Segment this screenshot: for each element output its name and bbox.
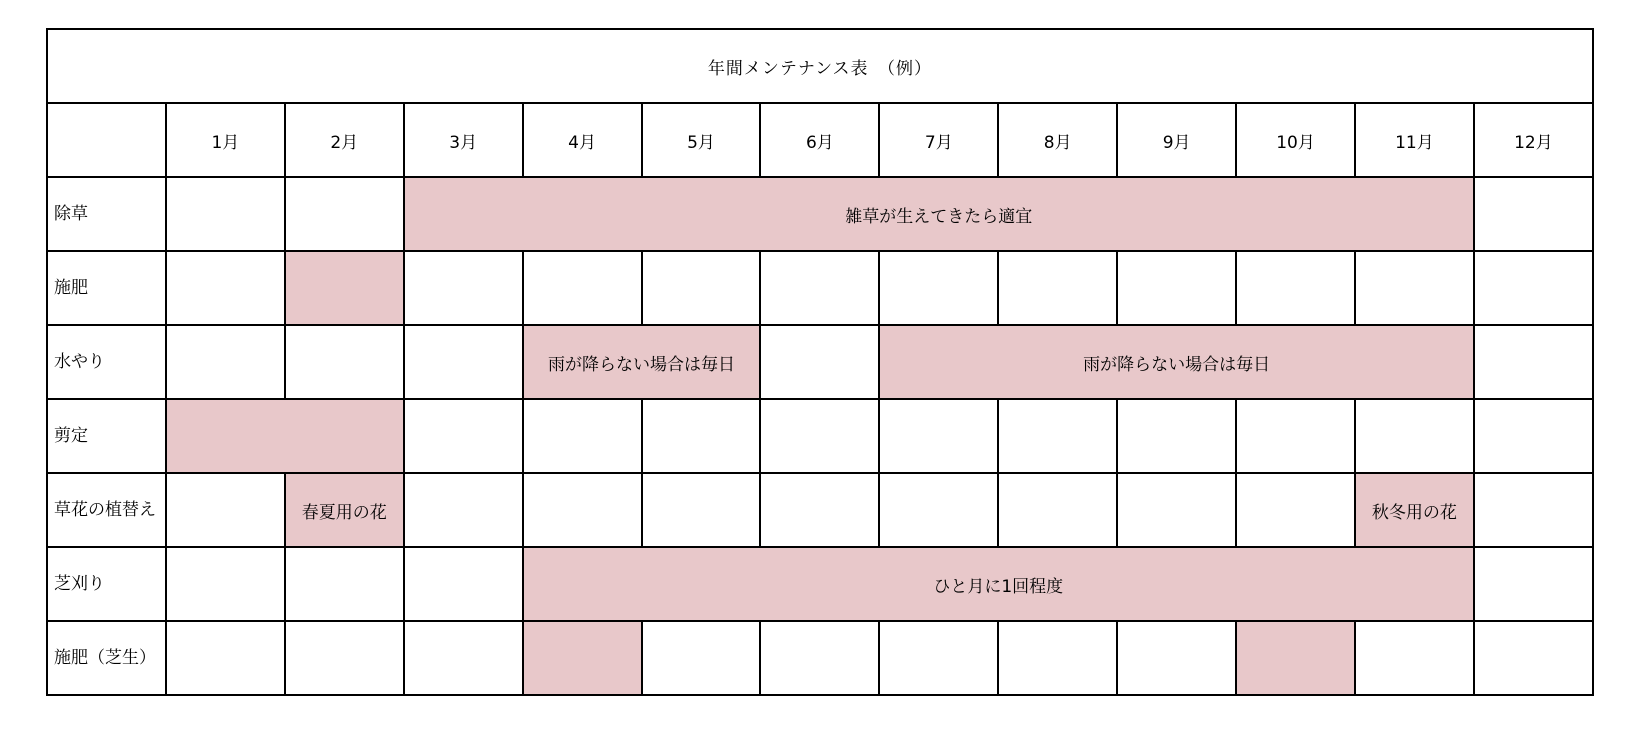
empty-month-cell xyxy=(642,251,761,325)
empty-month-cell xyxy=(1474,621,1593,695)
month-header: 12月 xyxy=(1474,103,1593,177)
table-row xyxy=(47,547,1593,621)
empty-month-cell xyxy=(523,251,642,325)
empty-month-cell xyxy=(1474,177,1593,251)
empty-month-cell xyxy=(1355,621,1474,695)
task-period-cell: 雨が降らない場合は毎日 xyxy=(879,325,1474,399)
empty-month-cell xyxy=(166,177,285,251)
empty-month-cell xyxy=(879,473,998,547)
empty-month-cell xyxy=(166,547,285,621)
task-period-cell: 雑草が生えてきたら適宜 xyxy=(404,177,1474,251)
empty-month-cell xyxy=(998,399,1117,473)
table-row xyxy=(47,399,1593,473)
task-period-cell xyxy=(1236,621,1355,695)
empty-month-cell xyxy=(1474,399,1593,473)
month-header: 5月 xyxy=(642,103,761,177)
row-label: 草花の植替え xyxy=(47,473,166,547)
empty-month-cell xyxy=(760,251,879,325)
table-row xyxy=(47,473,1593,547)
month-header-row xyxy=(47,103,1593,177)
maintenance-table xyxy=(46,28,1594,696)
task-rows xyxy=(47,177,1593,695)
empty-month-cell xyxy=(404,473,523,547)
empty-month-cell xyxy=(1117,621,1236,695)
table-row xyxy=(47,177,1593,251)
empty-month-cell xyxy=(1355,399,1474,473)
empty-month-cell xyxy=(879,399,998,473)
empty-month-cell xyxy=(1355,251,1474,325)
empty-month-cell xyxy=(642,473,761,547)
task-period-cell: 秋冬用の花 xyxy=(1355,473,1474,547)
empty-month-cell xyxy=(1474,325,1593,399)
empty-month-cell xyxy=(1117,251,1236,325)
row-label: 施肥（芝生） xyxy=(47,621,166,695)
empty-month-cell xyxy=(1474,251,1593,325)
empty-month-cell xyxy=(998,251,1117,325)
month-header: 2月 xyxy=(285,103,404,177)
empty-month-cell xyxy=(998,473,1117,547)
empty-month-cell xyxy=(760,621,879,695)
month-header: 4月 xyxy=(523,103,642,177)
title-row xyxy=(47,29,1593,103)
month-header: 3月 xyxy=(404,103,523,177)
empty-month-cell xyxy=(1236,473,1355,547)
table-row xyxy=(47,325,1593,399)
empty-month-cell xyxy=(1474,473,1593,547)
table-row xyxy=(47,621,1593,695)
table-row xyxy=(47,251,1593,325)
task-period-cell xyxy=(285,251,404,325)
month-header: 10月 xyxy=(1236,103,1355,177)
task-period-cell xyxy=(166,399,404,473)
task-period-cell xyxy=(523,621,642,695)
empty-month-cell xyxy=(404,621,523,695)
table-title: 年間メンテナンス表 （例） xyxy=(47,29,1593,103)
empty-month-cell xyxy=(998,621,1117,695)
month-header: 7月 xyxy=(879,103,998,177)
empty-month-cell xyxy=(404,547,523,621)
month-header: 8月 xyxy=(998,103,1117,177)
task-period-cell: 春夏用の花 xyxy=(285,473,404,547)
empty-month-cell xyxy=(166,325,285,399)
empty-month-cell xyxy=(1117,399,1236,473)
empty-month-cell xyxy=(1117,473,1236,547)
empty-month-cell xyxy=(166,621,285,695)
empty-month-cell xyxy=(642,399,761,473)
empty-month-cell xyxy=(642,621,761,695)
month-header: 6月 xyxy=(760,103,879,177)
empty-month-cell xyxy=(879,251,998,325)
corner-cell xyxy=(47,103,166,177)
empty-month-cell xyxy=(166,473,285,547)
empty-month-cell xyxy=(285,325,404,399)
empty-month-cell xyxy=(760,473,879,547)
empty-month-cell xyxy=(285,621,404,695)
empty-month-cell xyxy=(1236,399,1355,473)
empty-month-cell xyxy=(760,325,879,399)
empty-month-cell xyxy=(285,547,404,621)
month-header: 9月 xyxy=(1117,103,1236,177)
task-period-cell: 雨が降らない場合は毎日 xyxy=(523,325,761,399)
empty-month-cell xyxy=(879,621,998,695)
row-label: 施肥 xyxy=(47,251,166,325)
empty-month-cell xyxy=(166,251,285,325)
row-label: 剪定 xyxy=(47,399,166,473)
month-header: 11月 xyxy=(1355,103,1474,177)
empty-month-cell xyxy=(760,399,879,473)
month-header: 1月 xyxy=(166,103,285,177)
empty-month-cell xyxy=(404,399,523,473)
row-label: 水やり xyxy=(47,325,166,399)
empty-month-cell xyxy=(285,177,404,251)
empty-month-cell xyxy=(404,325,523,399)
empty-month-cell xyxy=(523,473,642,547)
task-period-cell: ひと月に1回程度 xyxy=(523,547,1474,621)
row-label: 芝刈り xyxy=(47,547,166,621)
row-label: 除草 xyxy=(47,177,166,251)
empty-month-cell xyxy=(1236,251,1355,325)
empty-month-cell xyxy=(523,399,642,473)
empty-month-cell xyxy=(1474,547,1593,621)
empty-month-cell xyxy=(404,251,523,325)
